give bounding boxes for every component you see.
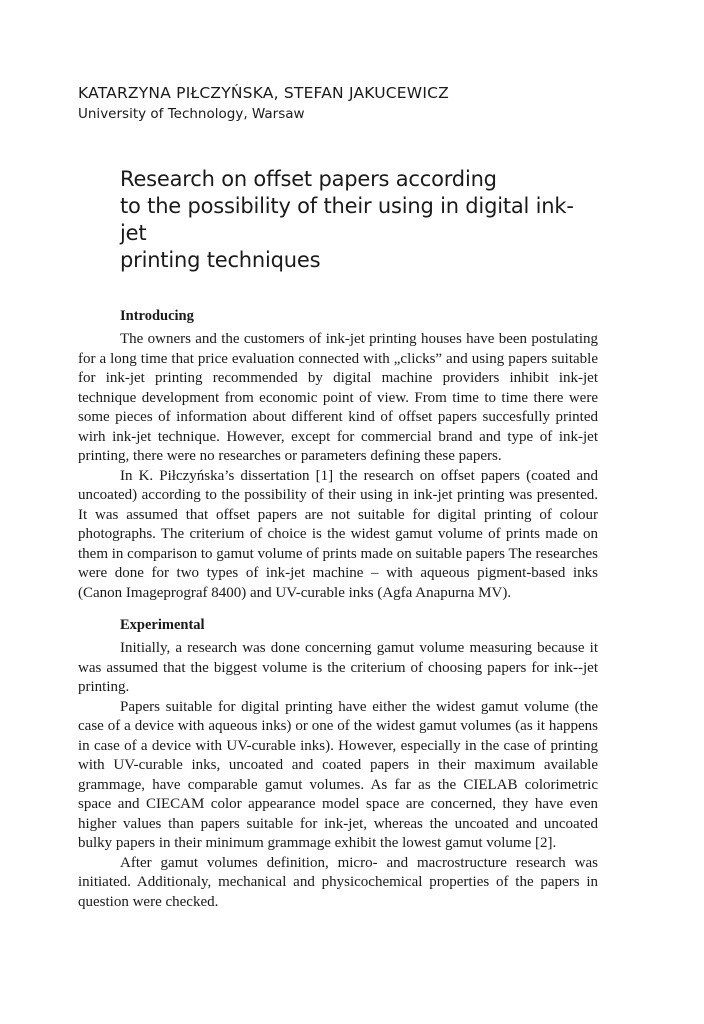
paper-page (78, 82, 598, 912)
author-names: KATARZYNA PIŁCZYŃSKA, STEFAN JAKUCEWICZ (78, 84, 449, 102)
body-paragraph: Initially, a research was done concerning gamut volume measuring because it was assumed that the biggest volume is the criterium of choosing papers for ink--jet printing. (78, 640, 598, 695)
section-introducing (78, 306, 598, 603)
body-paragraph: After gamut volumes definition, micro- and macrostructure research was initiated. Additionaly, mechanical and physicochemical properties of the papers in question were checked. (78, 854, 598, 910)
paper-title (120, 166, 598, 274)
title-line: Research on offset papers according (120, 167, 497, 191)
title-line: printing techniques (120, 248, 321, 272)
section-heading: Introducing (120, 308, 194, 324)
section-experimental (78, 615, 598, 912)
body-paragraph: In K. Piłczyńska’s dissertation [1] the research on offset papers (coated and uncoated) according to the possibility of their using in ink-jet printing was presented. It was assumed that offset papers are not suitable for digital printing of colour photographs. The criterium of choice is the widest gamut volume of prints made on them in comparison to gamut volume of prints made on suitable papers The researches were done for two types of ink-jet machine – with aqueous pigment-based inks (Canon Imageprograf 8400) and UV-curable inks (Agfa Anapurna MV). (78, 467, 598, 601)
body-paragraph: The owners and the customers of ink-jet printing houses have been postulating for a long time that price evaluation connected with „clicks” and using papers suitable for ink-jet printing recommended by digital machine providers inhibit ink-jet technique development from economic point of view. From time to time there were some pieces of information about different kind of offset papers succesfully printed wirh ink-jet technique. However, except for commercial brand and type of ink-jet printing, there were no researches or parameters defining these papers. (78, 331, 598, 464)
title-line: to the possibility of their using in digital ink-jet (120, 194, 574, 245)
section-heading: Experimental (120, 617, 205, 633)
author-affiliation: University of Technology, Warsaw (78, 106, 305, 122)
body-paragraph: Papers suitable for digital printing have either the widest gamut volume (the case of a device with aqueous inks) or one of the widest gamut volumes (as it happens in case of a device with UV-curable inks). However, especially in the case of printing with UV-curable inks, uncoated and coated papers in their maximum available grammage, have comparable gamut volumes. As far as the CIELAB colorimetric space and CIECAM color appearance model space are concerned, they have even higher values than papers suitable for ink-jet, whereas the uncoated and uncoated bulky papers in their minimum grammage exhibit the lowest gamut volume [2]. (78, 698, 598, 851)
